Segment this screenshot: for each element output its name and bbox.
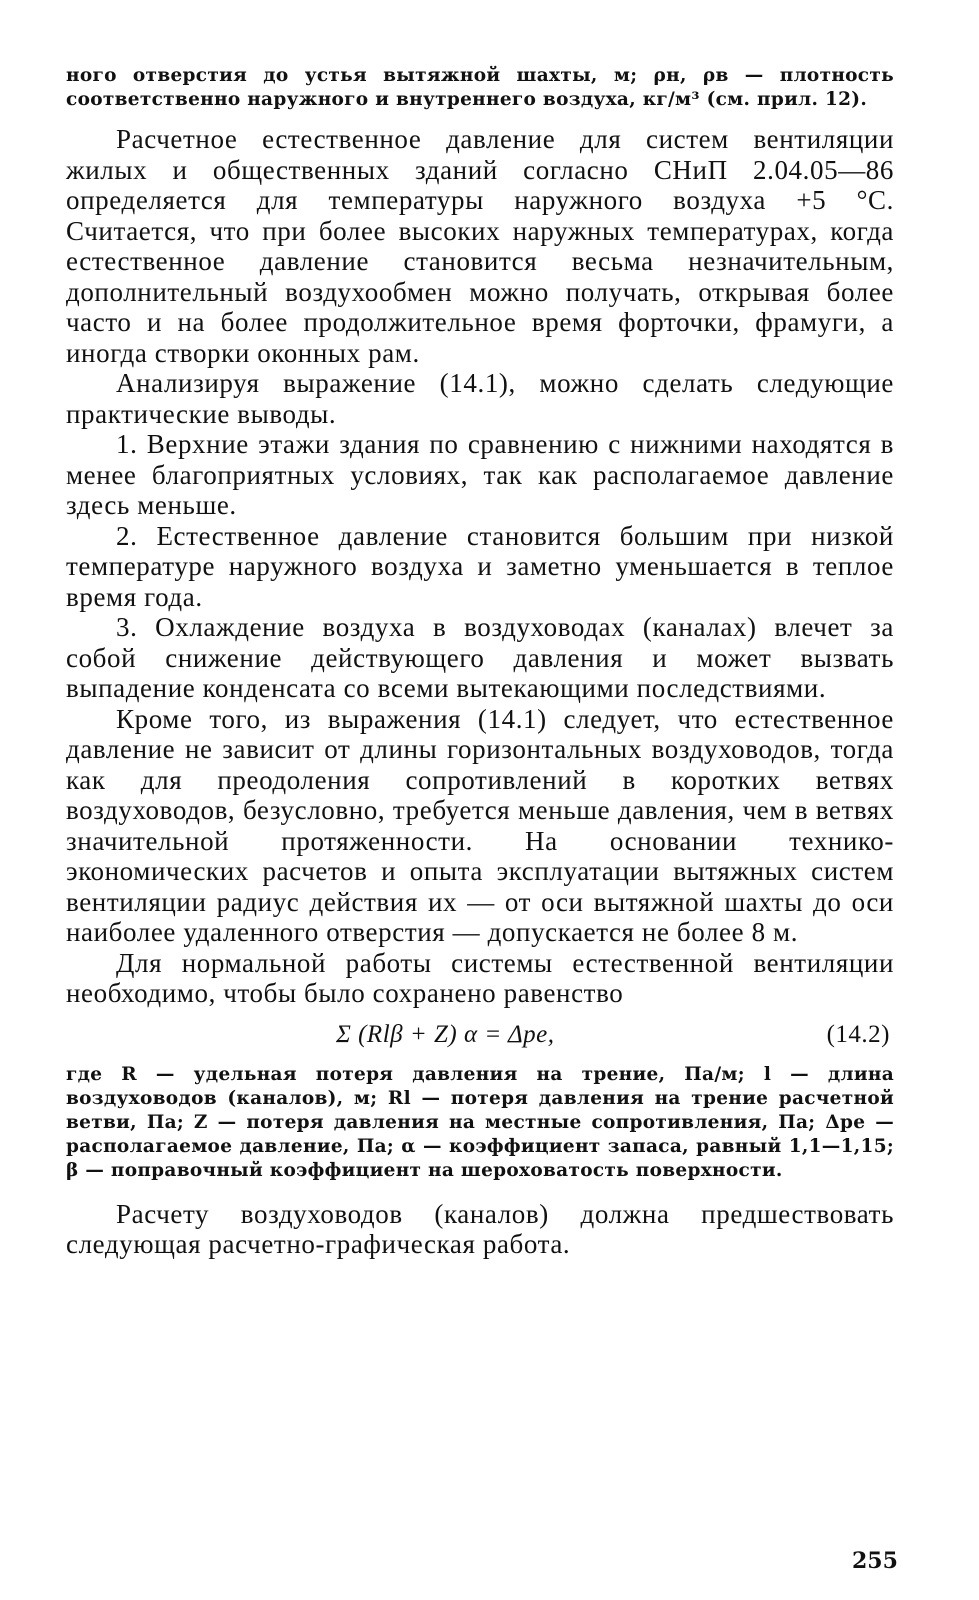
paragraph-analysis-intro: Анализируя выражение (14.1), можно сделать следующие практические выводы. bbox=[66, 368, 894, 429]
page-content bbox=[66, 64, 894, 1260]
conclusion-item-2: 2. Естественное давление становится большим при низкой температуре наружного воздуха и заметно уменьшается в теплое время года. bbox=[66, 520, 894, 612]
paragraph-horizontal-ducts: Кроме того, из выражения (14.1) следует, что естественное давление не зависит от длины горизонтальных воздуховодов, тогда как для преодоления сопротивлений в коротких ветвях воздуховодов, безусловно, требуется меньше давления, чем в ветвях значительной протяженности. На основании технико-экономических расчетов и опыта эксплуатации вытяжных систем вентиляции радиус действия их — от оси вытяжной шахты до оси наиболее удаленного отверстия — допускается не более 8 м. bbox=[66, 703, 894, 947]
conclusion-item-3: 3. Охлаждение воздуха в воздуховодах (каналах) влечет за собой снижение действующего давления и может вызвать выпадение конденсата со всеми вытекающими последствиями. bbox=[66, 612, 894, 703]
variable-definitions-note: где R — удельная потеря давления на трение, Па/м; l — длина воздуховодов (каналов), м; Rl — потеря давления на трение расчетной ветви, Па; Z — потеря давления на местные сопротивления, Па; Δpе — располагаемое давление, Па; α — коэффициент запаса, равный 1,1—1,15; β — поправочный коэффициент на шероховатость поверхности. bbox=[66, 1063, 894, 1181]
paragraph-design-pressure: Расчетное естественное давление для систем вентиляции жилых и общественных зданий согласно СНиП 2.04.05—86 определяется для температуры наружного воздуха +5 °С. Считается, что при более высоких наружных температурах, когда естественное давление становится весьма незначительным, дополнительный воздухообмен можно получать, открывая более часто и на более продолжительное время форточки, фрамуги, а иногда створки оконных рам. bbox=[66, 124, 894, 368]
conclusion-item-1: 1. Верхние этажи здания по сравнению с нижними находятся в менее благоприятных условиях, так как располагаемое давление здесь меньше. bbox=[66, 429, 894, 520]
paragraph-equality-intro: Для нормальной работы системы естественной вентиляции необходимо, чтобы было сохранено равенство bbox=[66, 947, 894, 1008]
paragraph-closing: Расчету воздуховодов (каналов) должна предшествовать следующая расчетно-графическая работа. bbox=[66, 1198, 894, 1259]
top-footnote-continuation: ного отверстия до устья вытяжной шахты, м; ρн, ρв — плотность соответственно наружного и внутреннего воздуха, кг/м³ (см. прил. 12). bbox=[66, 65, 894, 110]
equation-row bbox=[66, 1015, 894, 1055]
page-number: 255 bbox=[852, 1548, 898, 1574]
equation-formula: Σ (Rlβ + Z) α = Δpе, bbox=[336, 1020, 555, 1048]
equation-number: (14.2) bbox=[826, 1020, 890, 1048]
